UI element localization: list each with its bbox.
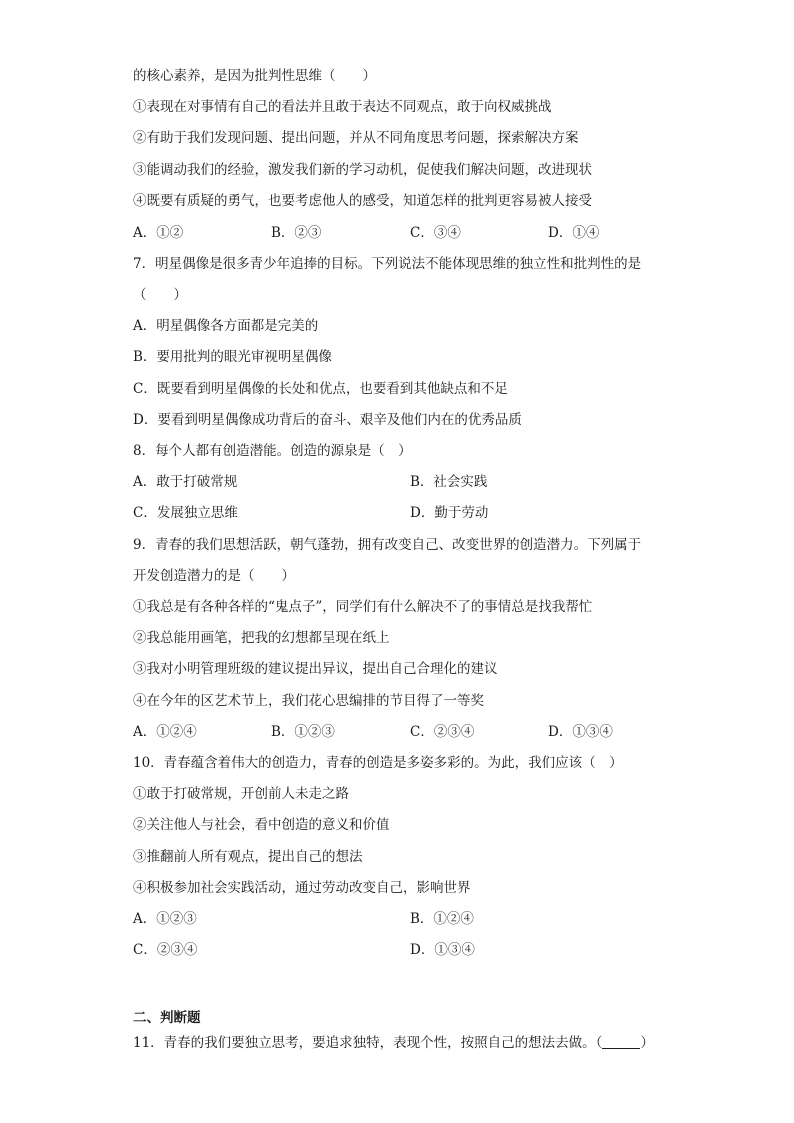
q9-item-2: ②我总能用画笔，把我的幻想都呈现在纸上 — [133, 630, 390, 646]
section-title-judgement: 二、判断题 — [133, 1010, 201, 1026]
q7-option-d: D．要看到明星偶像成功背后的奋斗、艰辛及他们内在的优秀品质 — [133, 412, 522, 428]
q8-option-d: D．勤于劳动 — [410, 505, 489, 521]
q6-option-b: B．②③ — [271, 225, 322, 241]
q10-option-d: D．①③④ — [410, 942, 475, 958]
q10-item-1: ①敢于打破常规，开创前人未走之路 — [133, 786, 349, 802]
q9-option-b: B．①②③ — [271, 724, 335, 740]
q9-option-a: A．①②④ — [133, 724, 197, 740]
q9-option-d: D．①③④ — [548, 724, 613, 740]
q7-stem-line1: 7．明星偶像是很多青少年追捧的目标。下列说法不能体现思维的独立性和批判性的是 — [133, 256, 642, 272]
q9-item-4: ④在今年的区艺术节上，我们花心思编排的节目得了一等奖 — [133, 693, 484, 709]
q10-option-c: C．②③④ — [133, 942, 198, 958]
q6-stem-tail: 的核心素养，是因为批判性思维（ ） — [133, 68, 376, 84]
q10-item-4: ④积极参加社会实践活动，通过劳动改变自己，影响世界 — [133, 880, 471, 896]
q6-item-1: ①表现在对事情有自己的看法并且敢于表达不同观点，敢于向权威挑战 — [133, 99, 552, 115]
q10-stem: 10．青春蕴含着伟大的创造力，青春的创造是多姿多彩的。为此，我们应该（ ） — [133, 755, 623, 771]
q9-stem-line2: 开发创造潜力的是（ ） — [133, 568, 295, 584]
q10-item-3: ③推翻前人所有观点，提出自己的想法 — [133, 849, 363, 865]
q7-option-a: A．明星偶像各方面都是完美的 — [133, 318, 319, 334]
q7-option-b: B．要用批判的眼光审视明星偶像 — [133, 349, 332, 365]
q11-stem: 11．青春的我们要独立思考，要追求独特，表现个性，按照自己的想法去做。（ — [133, 1035, 603, 1051]
q6-option-a: A．①② — [133, 225, 184, 241]
q11-stem-line — [133, 1033, 654, 1053]
q7-stem-line2: （ ） — [133, 287, 187, 303]
q10-item-2: ②关注他人与社会，看中创造的意义和价值 — [133, 817, 390, 833]
q9-item-1: ①我总是有各种各样的“鬼点子”，同学们有什么解决不了的事情总是找我帮忙 — [133, 599, 593, 615]
q8-stem: 8．每个人都有创造潜能。创造的源泉是（ ） — [133, 443, 412, 459]
q11-answer-blank[interactable] — [602, 1034, 640, 1049]
q6-item-2: ②有助于我们发现问题、提出问题，并从不同角度思考问题，探索解决方案 — [133, 130, 579, 146]
q6-option-c: C．③④ — [410, 225, 461, 241]
q8-option-a: A．敢于打破常规 — [133, 474, 238, 490]
q6-item-4: ④既要有质疑的勇气，也要考虑他人的感受，知道怎样的批判更容易被人接受 — [133, 193, 592, 209]
q8-option-c: C．发展独立思维 — [133, 505, 238, 521]
q11-stem-end: ） — [640, 1035, 654, 1051]
q6-item-3: ③能调动我们的经验，激发我们新的学习动机，促使我们解决问题，改进现状 — [133, 162, 592, 178]
q10-option-a: A．①②③ — [133, 911, 197, 927]
q9-item-3: ③我对小明管理班级的建议提出异议，提出自己合理化的建议 — [133, 661, 498, 677]
q10-option-b: B．①②④ — [410, 911, 474, 927]
q9-option-c: C．②③④ — [410, 724, 475, 740]
q8-option-b: B．社会实践 — [410, 474, 488, 490]
q7-option-c: C．既要看到明星偶像的长处和优点，也要看到其他缺点和不足 — [133, 381, 508, 397]
q9-stem-line1: 9．青春的我们思想活跃，朝气蓬勃，拥有改变自己、改变世界的创造潜力。下列属于 — [133, 537, 642, 553]
q6-option-d: D．①④ — [548, 225, 600, 241]
